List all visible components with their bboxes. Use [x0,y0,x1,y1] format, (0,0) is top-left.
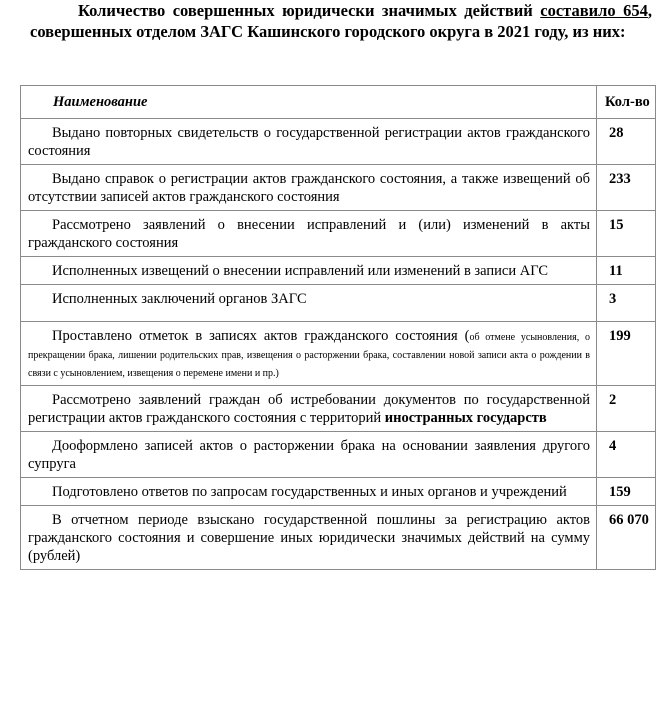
table-row [21,211,656,257]
heading-total: составило 654 [540,1,648,20]
row-name: Подготовлено ответов по запросам государственных и иных органов и учреждений [52,484,567,500]
row-name: Рассмотрено заявлений граждан об истребовании документов по государственной регистрации актов гражданского состояния с территорий [28,392,590,426]
table-row [21,506,656,570]
actions-table [20,85,656,570]
row-name: Выдано справок о регистрации актов гражданского состояния, а также извещений об отсутствии записей актов гражданского состояния [28,171,590,205]
table-row [21,285,656,322]
row-qty: 2 [597,386,656,432]
table-row [21,257,656,285]
row-name: Выдано повторных свидетельств о государственной регистрации актов гражданского состояния [28,125,590,159]
table-header-row [21,86,656,119]
table-row [21,322,656,386]
row-qty: 199 [597,322,656,386]
report-heading [30,1,652,42]
column-header-name: Наименование [21,86,597,119]
column-header-qty: Кол-во [597,86,656,119]
heading-text-end: , совершенных отделом ЗАГС Кашинского городского округа в 2021 году, из них: [30,1,652,41]
row-name: Рассмотрено заявлений о внесении исправлений и (или) изменений в акты гражданского состояния [28,217,590,251]
row-qty: 11 [597,257,656,285]
row-emphasis: иностранных государств [384,410,547,426]
row-qty: 3 [597,285,656,322]
table-row [21,119,656,165]
row-qty: 159 [597,478,656,506]
table-row [21,478,656,506]
row-qty: 28 [597,119,656,165]
row-name: В отчетном периоде взыскано государственной пошлины за регистрацию актов гражданского состояния и совершение иных юридически значимых действий на сумму (рублей) [28,512,590,564]
row-qty: 4 [597,432,656,478]
row-qty: 15 [597,211,656,257]
table-row [21,386,656,432]
row-note: об отмене усыновления, о прекращении брака, лишении родительских прав, извещения о расторжении брака, составлении новой записи акта о рождении в связи с усыновлением, извещения о перемене имени и пр.) [28,332,590,379]
row-qty: 233 [597,165,656,211]
row-name: Проставлено отметок в записях актов гражданского состояния ( [52,328,470,344]
row-name: Исполненных заключений органов ЗАГС [52,291,307,307]
row-name: Исполненных извещений о внесении исправлений или изменений в записи АГС [52,263,549,279]
table-row [21,432,656,478]
row-name: Дооформлено записей актов о расторжении брака на основании заявления другого супруга [28,438,590,472]
row-qty: 66 070 [597,506,656,570]
table-row [21,165,656,211]
heading-text-start: Количество совершенных юридически значимых действий [78,1,533,20]
